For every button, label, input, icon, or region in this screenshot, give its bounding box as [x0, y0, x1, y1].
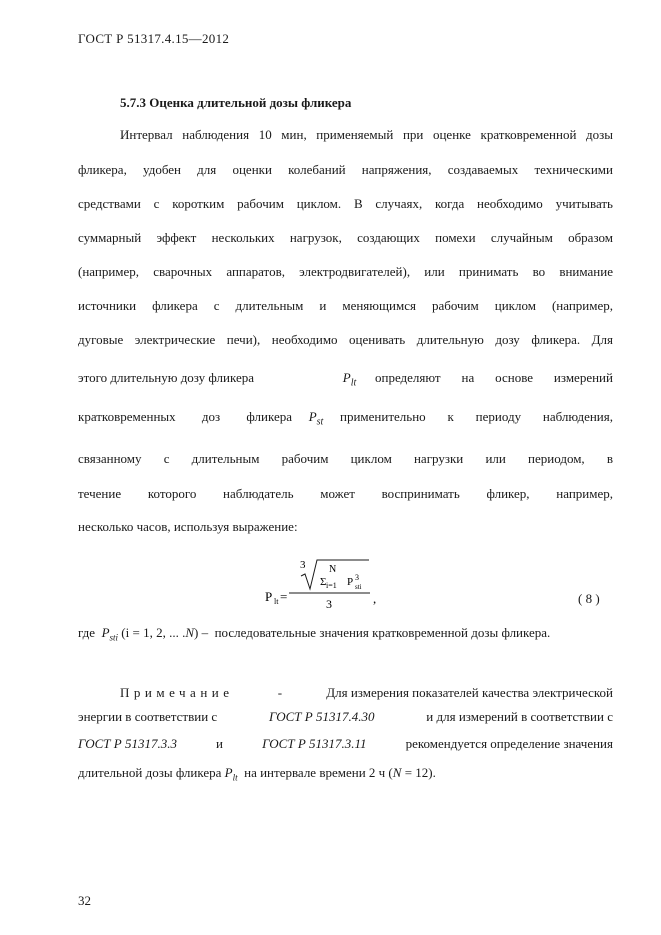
pst-symbol: $P_{st}$ [308, 409, 324, 428]
standard-ref: ГОСТ Р 51317.3.3 [78, 736, 177, 751]
psti-symbol: $P_{sti}$ [101, 625, 119, 643]
sum-term: P [347, 576, 354, 588]
sigma-symbol: Σ [320, 576, 327, 588]
note-line [78, 765, 436, 783]
standard-ref: ГОСТ Р 51317.3.11 [262, 736, 367, 751]
note-text: длительной дозы фликера [78, 765, 222, 780]
paragraph-line: фликера, удобен для оценки колебаний напряжения, создаваемых техническими [78, 162, 613, 177]
paragraph-line: связанному с длительным рабочим циклом нагрузки или периодом, в [78, 451, 613, 466]
index-n: N [185, 625, 194, 640]
note-line [78, 709, 613, 725]
note-line [78, 736, 613, 752]
paragraph-line: дуговые электрические печи), необходимо оценивать длительную дозу фликера. Для [78, 332, 613, 347]
formula-lhs: P [265, 589, 273, 604]
paragraph-line: Интервал наблюдения 10 мин, применяемый при оценке кратковременной дозы [120, 127, 613, 142]
term-sup: 3 [355, 573, 359, 582]
note-text: и [216, 736, 223, 751]
page-header: ГОСТ Р 51317.4.15—2012 [78, 31, 230, 46]
formula-explanation [78, 625, 550, 643]
n-symbol: N [392, 765, 402, 780]
text-fragment: определяют на основе измерений [374, 370, 613, 385]
sum-upper: N [329, 564, 337, 575]
where-prefix: где [78, 625, 96, 640]
formula-8 [265, 558, 415, 618]
text-fragment: кратковременных доз фликера [78, 409, 292, 424]
plt-symbol: $P_{lt}$ [342, 370, 357, 389]
paragraph-line: средствами с коротким рабочим циклом. В случаях, когда необходимо учитывать [78, 196, 613, 211]
formula-lhs-sub: lt [274, 597, 279, 606]
paragraph-line: несколько часов, используя выражение: [78, 519, 298, 534]
paragraph-line [78, 409, 613, 427]
note-text: и для измерений в соответствии с [426, 709, 613, 724]
sum-lower: i=1 [326, 581, 337, 590]
root-index: 3 [300, 559, 306, 571]
index-close: ) – [194, 625, 209, 640]
paragraph-line: суммарный эффект нескольких нагрузок, создающих помехи случайным образом [78, 230, 613, 245]
standard-ref: ГОСТ Р 51317.4.30 [269, 709, 375, 724]
note-dash: - [277, 685, 283, 700]
section-heading: 5.7.3 Оценка длительной дозы фликера [120, 95, 352, 110]
note-label: Примечание [120, 685, 234, 700]
denominator: 3 [326, 597, 332, 611]
note-text: Для измерения показателей качества электрической [326, 685, 613, 700]
paragraph-line [78, 370, 613, 388]
index-range: (i = 1, 2, ... . [118, 625, 186, 640]
paragraph-line: (например, сварочных аппаратов, электродвигателей), или принимать во внимание [78, 264, 613, 279]
equation-number: ( 8 ) [578, 591, 600, 606]
formula-graphic [265, 558, 415, 618]
explanation-text: последовательные значения кратковременной дозы фликера. [214, 625, 551, 640]
term-sub: sti [355, 583, 362, 591]
text-fragment: этого длительную дозу фликера [78, 370, 254, 385]
page-number: 32 [78, 893, 91, 908]
plt-symbol: $P_{lt}$ [224, 765, 238, 783]
formula-comma: , [373, 591, 377, 606]
text-fragment: применительно к периоду наблюдения, [340, 409, 613, 424]
note-text: на интервале времени 2 ч ( [244, 765, 393, 780]
note-text: энергии в соответствии с [78, 709, 218, 724]
formula-equals: = [280, 589, 288, 604]
note-text: рекомендуется определение значения [405, 736, 613, 751]
note-line [120, 685, 613, 701]
paragraph-line: источники фликера с длительным и меняющимся рабочим циклом (например, [78, 298, 613, 313]
note-text: = 12). [401, 765, 436, 780]
paragraph-line: течение которого наблюдатель может воспринимать фликер, например, [78, 486, 613, 501]
